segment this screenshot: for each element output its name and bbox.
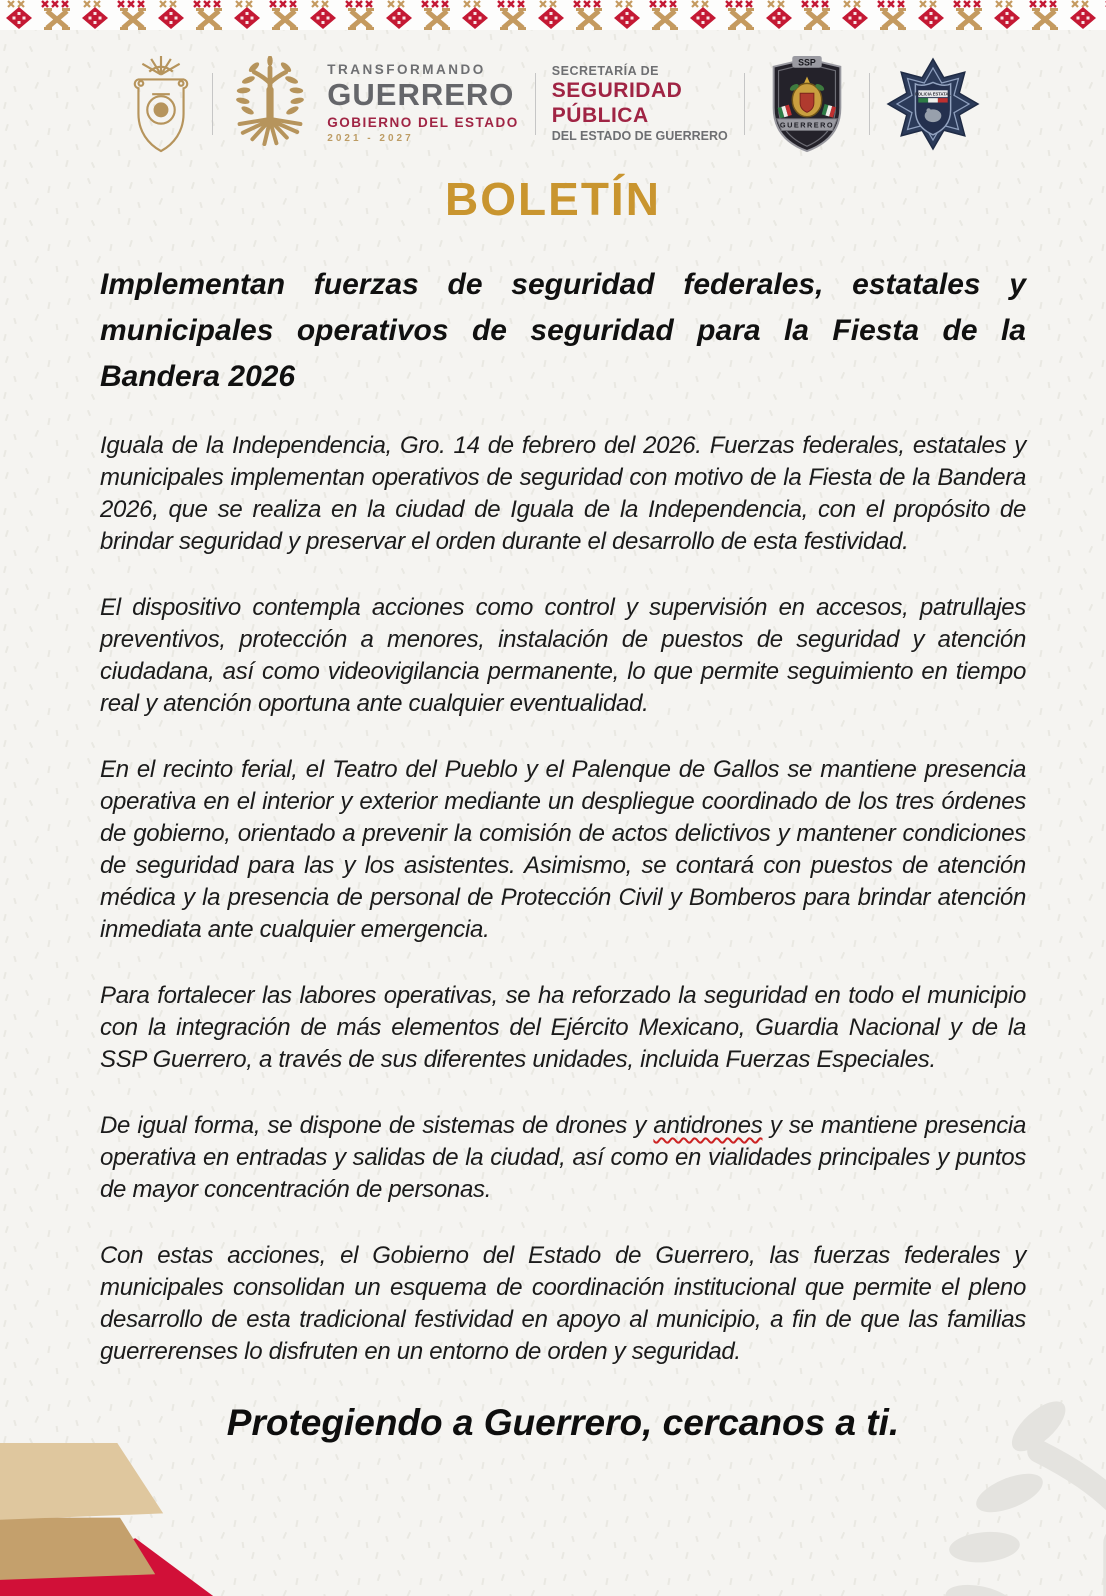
ssp-badge-acronym: SSP xyxy=(797,57,816,68)
header-logos xyxy=(0,52,1106,156)
ssp-badge-banner: GUERRERO xyxy=(779,120,834,130)
secretariat-line2: SEGURIDAD xyxy=(551,79,683,103)
header-divider xyxy=(744,73,745,135)
gov-period: 2021 - 2027 xyxy=(327,133,414,145)
gov-state-name: GUERRERO xyxy=(327,77,515,113)
bulletin-body xyxy=(0,430,1106,1368)
header-divider xyxy=(535,73,536,135)
paragraph-6: Con estas acciones, el Gobierno del Estado de Guerrero, las fuerzas federales y municipales consolidan un esquema de coordinación institucional que permite el pleno desarrollo de esta tradicional festividad en apoyo al municipio, a fin de que las familias guerrerenses lo disfruten en un entorno de orden y seguridad. xyxy=(100,1242,1026,1365)
guerrero-coat-of-arms-icon xyxy=(126,53,196,155)
paragraph-4: Para fortalecer las labores operativas, se ha reforzado la seguridad en todo el municipio con la integración de más elementos del Ejército Mexicano, Guardia Nacional y de la SSP Guerrero, a través de sus diferentes unidades, incluida Fuerzas Especiales. xyxy=(100,982,1026,1073)
policia-estatal-star-badge-icon xyxy=(886,53,980,155)
bulletin-title: BOLETÍN xyxy=(445,173,661,225)
gov-tagline: TRANSFORMANDO xyxy=(327,62,486,78)
paragraph-1: Iguala de la Independencia, Gro. 14 de febrero del 2026. Fuerzas federales, estatales y municipales implementan operativos de seguridad con motivo de la Fiesta de la Bandera 2026, que se realiza en la ciudad de Iguala de la Independencia, con el propósito de brindar seguridad y preservar el orden durante el desarrollo de esta festividad. xyxy=(100,432,1026,555)
paragraph-5-before: De igual forma, se dispone de sistemas de drones y xyxy=(100,1112,654,1139)
paragraph-2: El dispositivo contempla acciones como control y supervisión en accesos, patrullajes preventivos, protección a menores, instalación de puestos de seguridad y atención ciudadana, así como videovigilancia permanente, lo que permite seguimiento en tiempo real y atención oportuna ante cualquier eventualidad. xyxy=(100,594,1026,717)
bulletin-headline: Implementan fuerzas de seguridad federales, estatales y municipales operativos de seguridad para la Fiesta de la Bandera 2026 xyxy=(100,268,1026,393)
secretariat-line3: PÚBLICA xyxy=(551,103,649,127)
police-badge-label: POLICIA ESTATAL xyxy=(914,91,951,97)
ssp-shield-badge-icon xyxy=(761,53,853,155)
cross-stitch-border xyxy=(0,0,1106,30)
secretariat-line4: DEL ESTADO DE GUERRERO xyxy=(551,128,728,143)
gov-subtitle: GOBIERNO DEL ESTADO xyxy=(327,115,519,131)
paragraph-5 xyxy=(100,1110,1026,1206)
secretariat-logo-text xyxy=(552,65,728,142)
paragraph-5-after: y se mantiene presencia operativa en entradas y salidas de la ciudad, así como en vialidades principales y puntos de mayor concentración de personas. xyxy=(100,1112,1026,1203)
bulletin-slogan: Protegiendo a Guerrero, cercanos a ti. xyxy=(226,1402,900,1443)
header-divider xyxy=(869,73,870,135)
government-logo-text xyxy=(327,63,519,144)
transformando-guerrero-tree-icon xyxy=(229,56,311,152)
paragraph-3: En el recinto ferial, el Teatro del Pueblo y el Palenque de Gallos se mantiene presencia operativa en el interior y exterior mediante un despliegue coordinado de los tres órdenes de gobierno, orientado a prevenir la comisión de actos delictivos y mantener condiciones de seguridad para las y los asistentes. Asimismo, se contará con puestos de atención médica y la presencia de personal de Protección Civil y Bomberos para brindar atención inmediata ante cualquier emergencia. xyxy=(100,756,1026,943)
secretariat-line1: SECRETARÍA DE xyxy=(551,64,659,79)
spellcheck-marked-word: antidrones xyxy=(653,1112,763,1139)
header-divider xyxy=(212,73,213,135)
